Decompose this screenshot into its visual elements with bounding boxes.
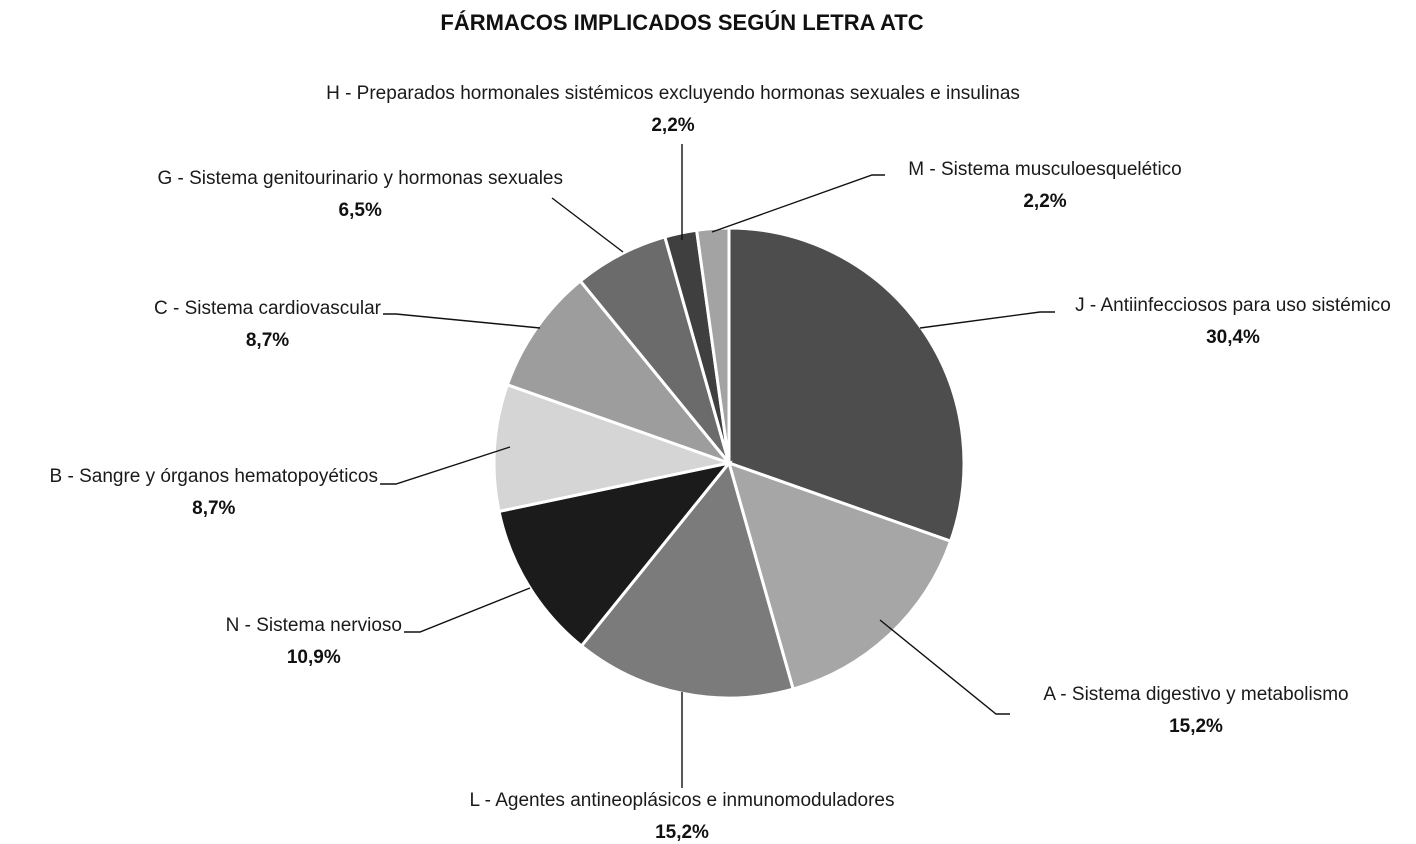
leader-line-b	[380, 447, 510, 484]
leader-line-a	[880, 620, 1010, 714]
leader-line-g	[552, 198, 623, 252]
slice-value-j: 30,4%	[1206, 327, 1260, 348]
slice-label-b: B - Sangre y órganos hematopoyéticos	[49, 466, 378, 487]
slice-value-n: 10,9%	[286, 647, 341, 668]
slice-label-a: A - Sistema digestivo y metabolismo	[1043, 684, 1349, 705]
slice-label-m: M - Sistema musculoesquelético	[908, 159, 1182, 180]
slice-value-c: 8,7%	[245, 330, 290, 351]
slice-label-g: G - Sistema genitourinario y hormonas sexuales	[157, 168, 563, 189]
slice-label-h: H - Preparados hormonales sistémicos excluyendo hormonas sexuales e insulinas	[326, 83, 1020, 104]
slice-label-n: N - Sistema nervioso	[225, 615, 402, 636]
slice-label-c: C - Sistema cardiovascular	[153, 298, 381, 319]
leader-line-m	[712, 175, 885, 232]
pie-slices	[494, 228, 964, 698]
slice-label-l: L - Agentes antineoplásicos e inmunomoduladores	[469, 790, 895, 811]
leader-line-c	[383, 314, 540, 328]
slice-value-m: 2,2%	[1023, 191, 1067, 212]
leader-line-n	[404, 588, 530, 632]
leader-line-j	[920, 312, 1055, 328]
slice-value-l: 15,2%	[655, 822, 709, 843]
slice-value-b: 8,7%	[192, 498, 236, 519]
slice-value-h: 2,2%	[651, 115, 695, 136]
slice-value-g: 6,5%	[338, 200, 382, 221]
chart-title: FÁRMACOS IMPLICADOS SEGÚN LETRA ATC	[440, 10, 924, 35]
slice-value-a: 15,2%	[1169, 716, 1223, 737]
slice-label-j: J - Antiinfecciosos para uso sistémico	[1075, 295, 1391, 316]
